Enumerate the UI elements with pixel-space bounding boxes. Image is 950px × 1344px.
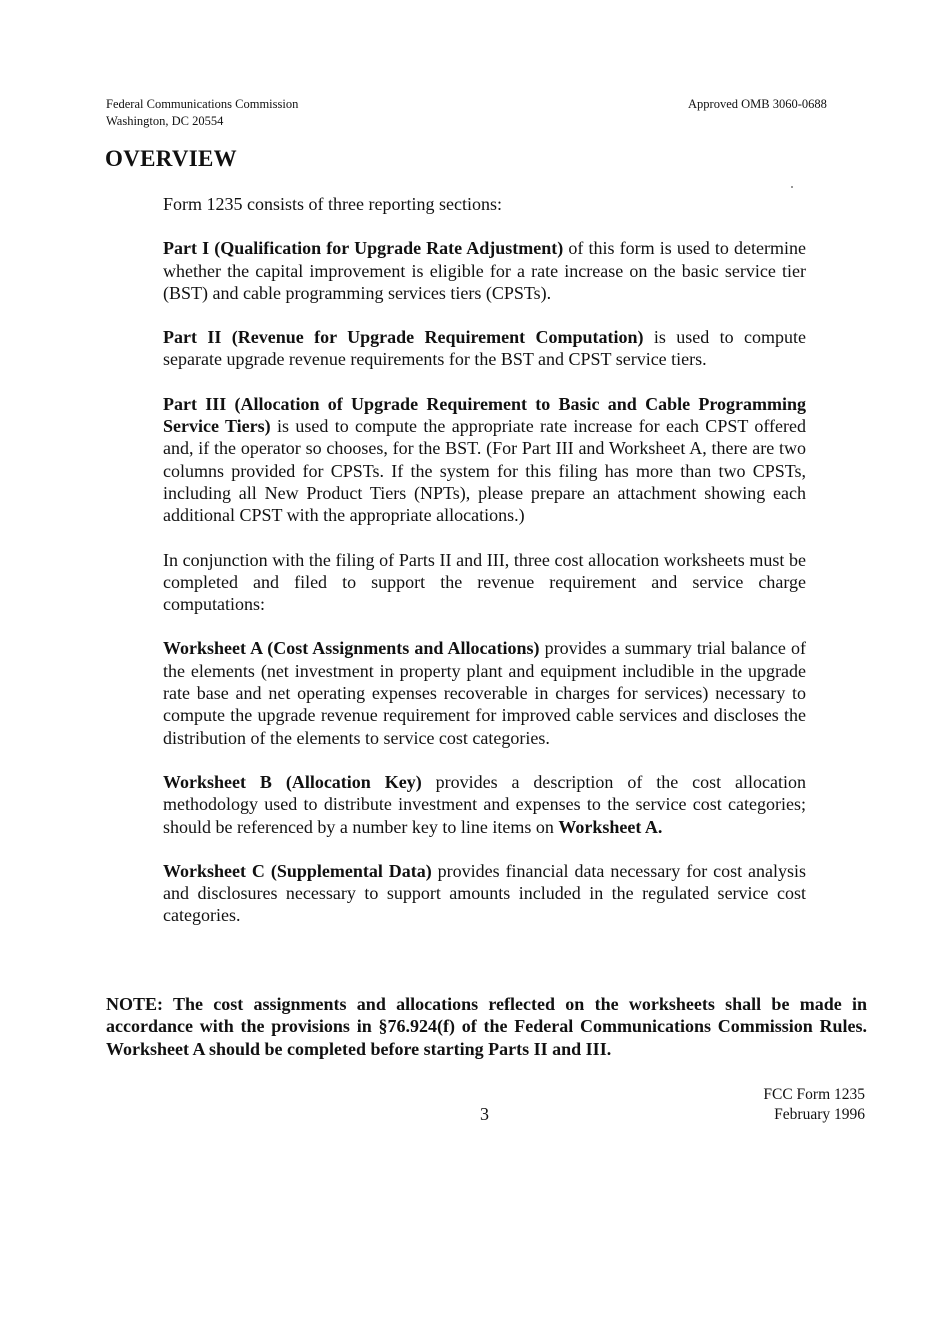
worksheet-b-paragraph <box>163 771 806 838</box>
part3-heading: Part III (Allocation of Upgrade Requirement to Basic and Cable Programming Service Tiers) <box>163 393 806 437</box>
part1-paragraph <box>163 237 806 304</box>
page-number: 3 <box>480 1104 489 1124</box>
scan-speck <box>791 186 793 188</box>
omb-approval: Approved OMB 3060-0688 <box>688 97 827 111</box>
form-identifier <box>740 1085 865 1125</box>
form-date: February 1996 <box>774 1106 865 1123</box>
agency-address: Washington, DC 20554 <box>106 114 224 128</box>
note-paragraph: NOTE: The cost assignments and allocations reflected on the worksheets shall be made in accordance with the provisions in §76.924(f) of the Federal Communications Commission Rules. Worksheet A should be completed before starting Parts II and III. <box>106 994 867 1059</box>
intro-paragraph: Form 1235 consists of three reporting sections: <box>163 194 502 214</box>
worksheet-b-heading: Worksheet B (Allocation Key) <box>163 771 422 792</box>
worksheet-c-text: provides financial data necessary for cost analysis and disclosures necessary to support amounts included in the regulated service cost categories. <box>163 860 807 926</box>
agency-name: Federal Communications Commission <box>106 97 299 111</box>
part2-heading: Part II (Revenue for Upgrade Requirement Computation) <box>163 327 644 348</box>
worksheet-b-text: provides a description of the cost allocation methodology used to distribute investment and expenses to the service cost categories; should be referenced by a number key to line items on <box>163 771 806 837</box>
form-name: FCC Form 1235 <box>763 1086 865 1103</box>
part1-heading: Part I (Qualification for Upgrade Rate Adjustment) <box>163 238 564 259</box>
worksheet-a-heading: Worksheet A (Cost Assignments and Allocations) <box>163 638 540 659</box>
overview-body <box>163 193 806 949</box>
worksheet-a-paragraph <box>163 637 806 748</box>
conjunction-paragraph: In conjunction with the filing of Parts II and III, three cost allocation worksheets must be completed and filed to support the revenue requirement and service charge computations: <box>163 549 806 615</box>
part3-text: is used to compute the appropriate rate increase for each CPST offered and, if the operator so chooses, for the BST. (For Part III and Worksheet A, there are two columns provided for CPSTs. If the system for this filing has more than two CPSTs, including all New Product Tiers (NPTs), please prepare an attachment showing each additional CPST with the appropriate allocations.) <box>163 416 806 526</box>
header-agency-block <box>106 96 298 130</box>
worksheet-c-paragraph <box>163 860 806 927</box>
page-title: OVERVIEW <box>105 146 237 171</box>
part2-text: is used to compute separate upgrade revenue requirements for the BST and CPST service tiers. <box>163 327 807 370</box>
worksheet-b-ref: Worksheet A. <box>558 816 663 837</box>
worksheet-c-heading: Worksheet C (Supplemental Data) <box>163 860 432 881</box>
part2-paragraph <box>163 326 806 371</box>
part1-text: of this form is used to determine whether the capital improvement is eligible for a rate increase on the basic service tier (BST) and cable programming services tiers (CPSTs). <box>163 238 806 303</box>
part3-paragraph <box>163 393 806 527</box>
worksheet-a-text: provides a summary trial balance of the elements (net investment in property plant and equipment includible in the upgrade rate base and net operating expenses recoverable in charges for services) necessary to compute the upgrade revenue requirement for improved cable services and discloses the distribution of the elements to service cost categories. <box>163 638 806 748</box>
